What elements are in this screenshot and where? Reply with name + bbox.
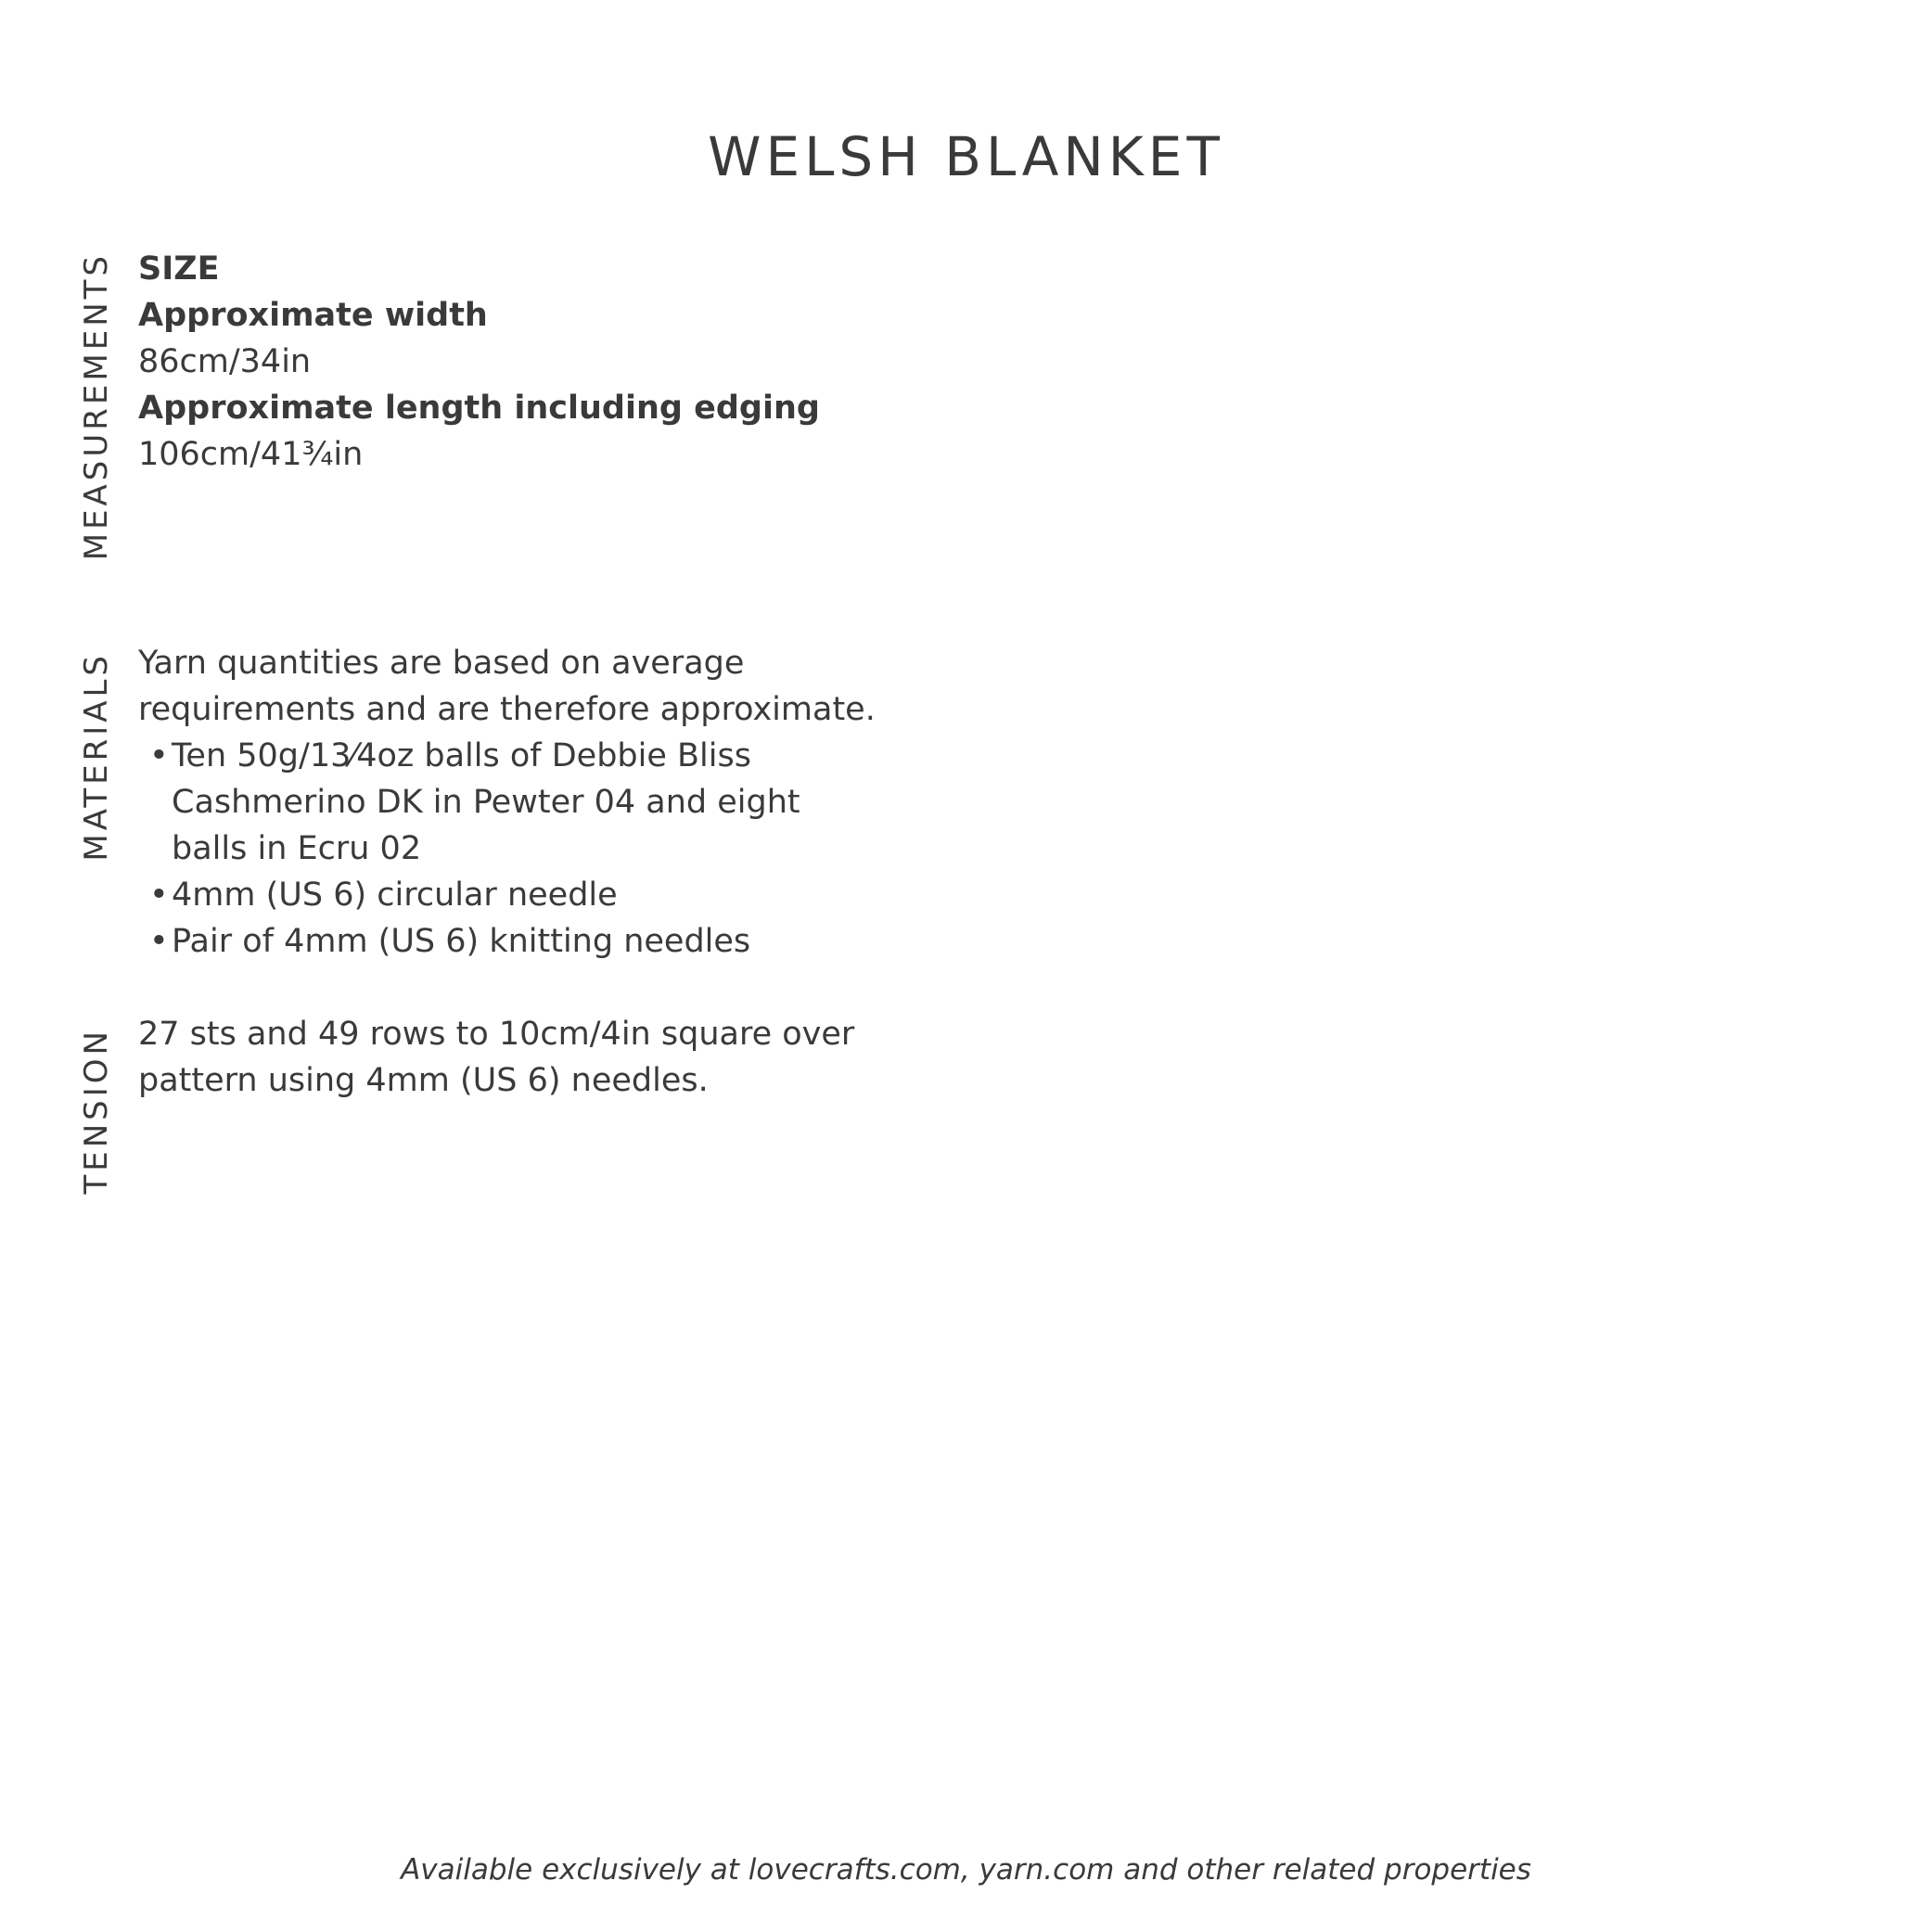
tension-section-label: TENSION <box>78 1028 115 1195</box>
width-value: 86cm/34in <box>138 343 312 380</box>
materials-section-label: MATERIALS <box>78 652 115 862</box>
footer-note: Available exclusively at lovecrafts.com, yarn.com and other related properties <box>401 1853 1531 1887</box>
tension-line: pattern using 4mm (US 6) needles. <box>138 1062 709 1099</box>
width-label: Approximate width <box>138 297 488 334</box>
materials-item-line: Cashmerino DK in Pewter 04 and eight <box>172 784 800 821</box>
materials-list-item <box>138 872 876 918</box>
materials-intro-line: Yarn quantities are based on average <box>138 645 745 682</box>
measurements-section-label: MEASUREMENTS <box>78 252 115 561</box>
materials-section <box>138 640 876 965</box>
length-value: 106cm/41¾in <box>138 436 364 473</box>
length-label: Approximate length including edging <box>138 390 820 427</box>
materials-item-line: Ten 50g/13⁄4oz balls of Debbie Bliss <box>172 737 751 774</box>
measurements-section <box>138 246 820 478</box>
materials-item-line: balls in Ecru 02 <box>172 830 422 867</box>
materials-item-line: Pair of 4mm (US 6) knitting needles <box>172 923 751 960</box>
tension-section <box>138 1011 854 1104</box>
page-title: WELSH BLANKET <box>708 125 1224 188</box>
materials-list-item <box>138 918 876 965</box>
bullet-icon: • <box>149 923 169 960</box>
tension-line: 27 sts and 49 rows to 10cm/4in square over <box>138 1016 855 1053</box>
size-heading: SIZE <box>138 250 220 288</box>
materials-intro-line: requirements and are therefore approximate. <box>138 691 876 728</box>
bullet-icon: • <box>149 876 169 914</box>
bullet-icon: • <box>149 737 169 774</box>
materials-list <box>138 733 876 965</box>
materials-list-item <box>138 733 876 872</box>
materials-item-line: 4mm (US 6) circular needle <box>172 876 618 914</box>
